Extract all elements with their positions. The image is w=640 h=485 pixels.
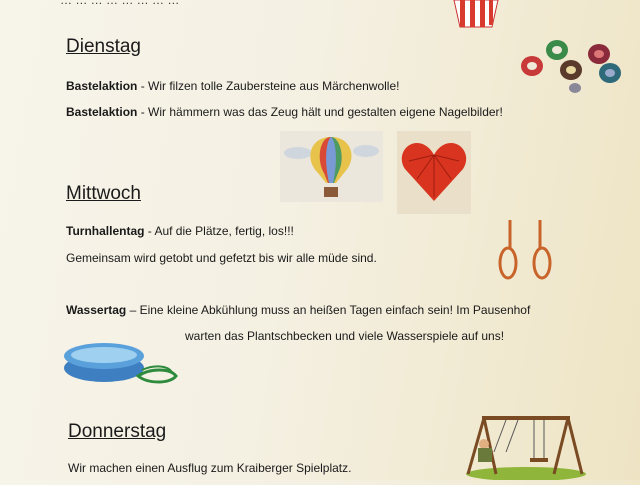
swing-icon xyxy=(462,414,590,485)
item-text: - Wir hämmern was das Zeug hält und gestalten eigene Nagelbilder! xyxy=(137,105,503,119)
heart-nail-art-image xyxy=(397,131,471,214)
item-bold-label: Bastelaktion xyxy=(66,105,138,119)
heading-dienstag: Dienstag xyxy=(66,36,141,57)
felt-stones-icon xyxy=(515,36,627,99)
gym-rings-icon xyxy=(495,218,555,287)
donnerstag-line-1: Wir machen einen Ausflug zum Kraiberger Spielplatz. xyxy=(68,461,352,475)
paddling-pool-icon xyxy=(60,338,180,391)
popcorn-icon xyxy=(452,0,500,33)
item-text: - Wir filzen tolle Zaubersteine aus Märchenwolle! xyxy=(137,79,400,93)
item-bold-label: Bastelaktion xyxy=(66,79,138,93)
dienstag-item-2 xyxy=(66,105,503,119)
mittwoch-wasser-line xyxy=(66,303,530,317)
top-cut-text: … … … … … … … … xyxy=(60,0,180,7)
item-bold-label: Turnhallentag xyxy=(66,224,145,238)
heading-donnerstag: Donnerstag xyxy=(68,421,167,442)
mittwoch-turnhalle-line xyxy=(66,224,294,238)
item-text: - Auf die Plätze, fertig, los!!! xyxy=(144,224,294,238)
mittwoch-turnhalle-line-2: Gemeinsam wird getobt und gefetzt bis wir alle müde sind. xyxy=(66,251,377,265)
heading-mittwoch: Mittwoch xyxy=(66,183,141,204)
item-bold-label: Wassertag xyxy=(66,303,127,317)
mittwoch-wasser-line-2: warten das Plantschbecken und viele Wasserspiele auf uns! xyxy=(185,329,505,343)
item-text: – Eine kleine Abkühlung muss an heißen Tagen einfach sein! Im Pausenhof xyxy=(126,303,531,317)
balloon-nail-art-image xyxy=(280,131,383,202)
dienstag-item-1 xyxy=(66,79,399,93)
